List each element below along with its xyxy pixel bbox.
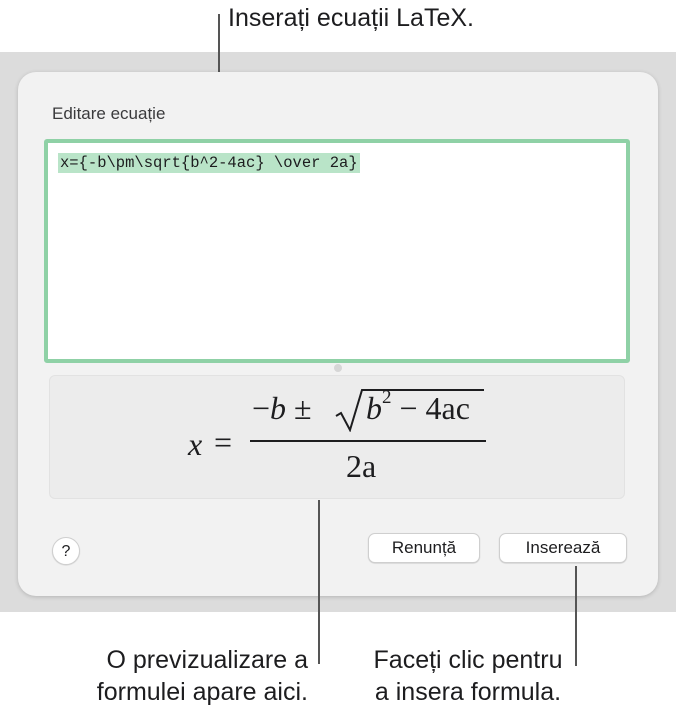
formula-exponent: 2 (382, 387, 392, 409)
callout-preview (97, 644, 308, 708)
formula-lhs: x (188, 426, 203, 462)
formula-sqrt-b: b (366, 390, 382, 426)
formula-preview (49, 375, 625, 499)
callout-insert-line1: Faceți clic pentru (373, 646, 563, 674)
callout-preview-line1: O previzualizare a (106, 646, 308, 674)
formula-b: b (270, 390, 287, 426)
callout-preview-line2: formulei apare aici. (96, 678, 308, 706)
help-button[interactable]: ? (52, 537, 80, 565)
latex-input-text[interactable]: x={-b\pm\sqrt{b^2-4ac} \over 2a} (60, 154, 358, 172)
formula-numerator (252, 390, 312, 427)
cancel-button[interactable]: Renunță (368, 533, 480, 563)
leader-line-preview (318, 500, 320, 664)
formula-plus-minus: ± (294, 390, 312, 426)
formula-denominator: 2a (346, 448, 377, 484)
equation-dialog (18, 72, 658, 596)
dialog-title: Editare ecuație (52, 104, 166, 123)
callout-insert-latex: Inserați ecuații LaTeX. (228, 4, 474, 32)
callout-insert-line2: a insera formula. (374, 678, 562, 706)
insert-button[interactable]: Inserează (499, 533, 627, 563)
formula-equals: = (214, 424, 233, 460)
formula-radicand (366, 387, 470, 427)
formula-minus: − (252, 390, 271, 426)
callout-insert (338, 644, 598, 708)
resize-handle[interactable] (334, 364, 342, 372)
fraction-bar (250, 440, 486, 442)
formula-sqrt-rest: − 4ac (399, 390, 470, 426)
latex-editor[interactable] (44, 139, 630, 363)
